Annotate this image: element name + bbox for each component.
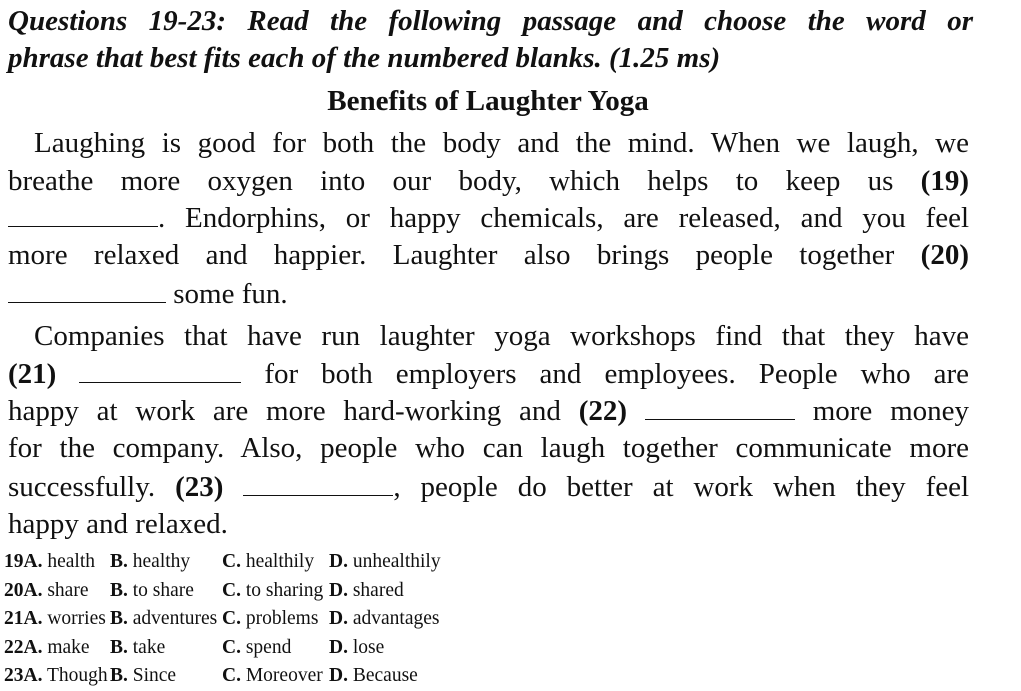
option-20c[interactable]: C. to sharing [222,579,324,601]
option-20d[interactable]: D. shared [329,579,404,601]
paragraph2-line-3 [8,393,969,429]
option-23d[interactable]: D. Because [329,665,418,686]
option-21a[interactable]: 21A. worries [4,608,106,629]
paragraph1-line-4 [8,237,969,273]
blank-19[interactable] [8,202,158,227]
option-22d[interactable]: D. lose [329,636,385,658]
instructions-line-1: Questions 19-23: Read the following passage and choose the word or [8,5,973,37]
option-19d[interactable]: D. unhealthily [329,551,441,572]
paragraph2-line-5-end: , people do better at work when they feel [393,471,970,503]
blank-20[interactable] [8,278,166,303]
blank-21[interactable] [79,358,241,383]
paragraph2-line-3-end: more money [812,395,970,427]
option-23c[interactable]: C. Moreover [222,665,323,686]
question-23-number: (23) [175,471,224,503]
paragraph2-line-6: happy and relaxed. [8,508,228,540]
option-23a[interactable]: 23A. Though [4,665,108,686]
option-20b[interactable]: B. to share [110,579,194,601]
blank-22[interactable] [645,395,795,420]
option-22b[interactable]: B. take [110,636,166,658]
paragraph2-line-4: for the company. Also, people who can laugh together communicate more [8,432,969,464]
option-19b[interactable]: B. healthy [110,551,191,572]
option-21d[interactable]: D. advantages [329,608,440,629]
option-20a[interactable]: 20A. share [4,579,89,601]
paragraph1-line-3 [8,200,969,236]
paragraph1-line-1: Laughing is good for both the body and the mind. When we laugh, we [34,127,969,159]
question-21-number: (21) [8,358,57,390]
passage-title: Benefits of Laughter Yoga [327,85,649,117]
paragraph1-line-4-text: more relaxed and happier. Laughter also brings people together [8,239,895,271]
paragraph2-line-5 [8,469,969,505]
option-19a[interactable]: 19A. health [4,551,95,572]
option-19c[interactable]: C. healthily [222,551,315,572]
option-22a[interactable]: 22A. make [4,636,90,658]
paragraph1-line-3-text: . Endorphins, or happy chemicals, are released, and you feel [158,202,969,234]
option-21b[interactable]: B. adventures [110,608,218,629]
paragraph1-line-5 [8,276,969,312]
instructions-line-2: phrase that best fits each of the numbered blanks. (1.25 ms) [8,42,721,74]
blank-23[interactable] [243,471,393,496]
paragraph1-line-2-text: breathe more oxygen into our body, which helps to keep us [8,165,894,197]
paragraph1-line-2 [8,163,969,199]
question-22-number: (22) [578,395,628,427]
question-20-number: (20) [920,239,969,271]
option-23b[interactable]: B. Since [110,665,177,686]
paragraph2-line-2-text: for both employers and employees. People who are [264,358,970,390]
question-19-number: (19) [920,165,969,197]
paragraph2-line-3-text: happy at work are more hard-working and [8,395,561,427]
option-21c[interactable]: C. problems [222,608,319,629]
paragraph2-line-1: Companies that have run laughter yoga workshops find that they have [34,320,969,352]
paragraph2-line-2 [8,356,969,392]
paragraph2-line-5-text: successfully. [8,471,156,503]
option-22c[interactable]: C. spend [222,636,292,658]
paragraph1-line-5-text: some fun. [173,278,288,310]
